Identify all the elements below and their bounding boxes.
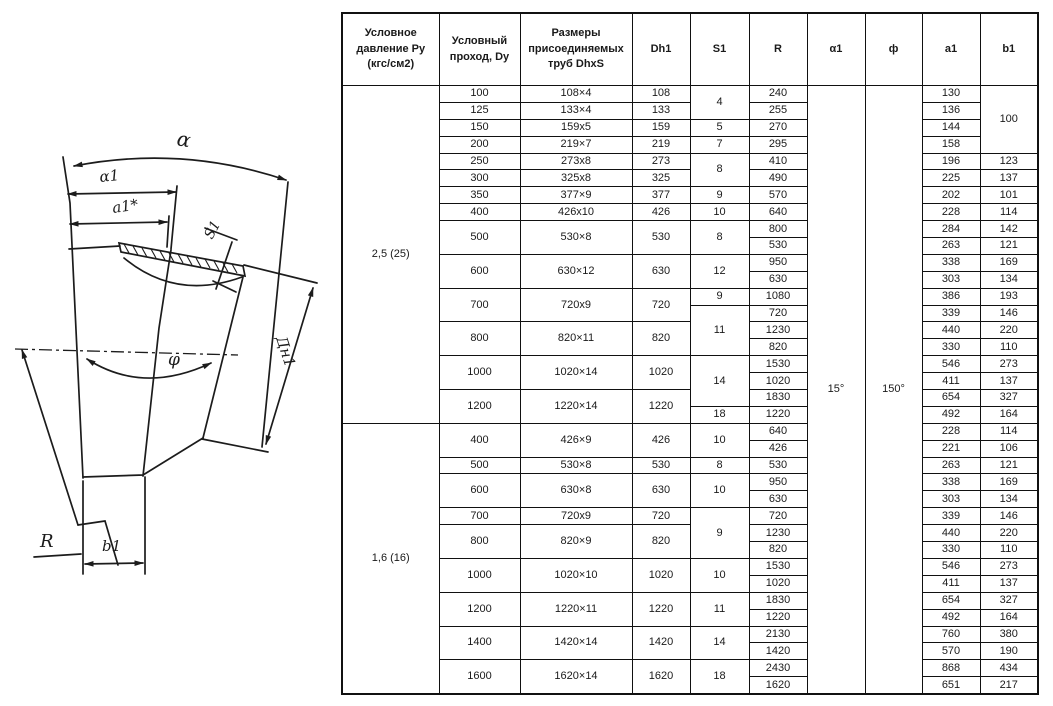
table-cell: 220: [980, 525, 1038, 542]
drawing-panel: [0, 95, 345, 610]
table-cell: 108: [632, 86, 690, 103]
table-cell: 142: [980, 221, 1038, 238]
table-cell: 600: [439, 474, 520, 508]
table-cell: 325x8: [520, 170, 632, 187]
spec-table-header: [342, 13, 1038, 86]
table-row: [342, 254, 1038, 271]
segment-top-edge: [69, 246, 120, 249]
table-cell: 377×9: [520, 187, 632, 204]
table-cell: 1600: [439, 660, 520, 694]
table-cell: 110: [980, 542, 1038, 559]
header-phi: ф: [865, 13, 922, 86]
table-cell: 100: [439, 86, 520, 103]
table-cell: 1220: [632, 592, 690, 626]
table-cell: 630: [632, 254, 690, 288]
table-cell: 546: [922, 356, 980, 373]
table-row: [342, 423, 1038, 440]
table-cell: 14: [690, 356, 749, 407]
table-cell: 1220×14: [520, 390, 632, 424]
table-cell: 1400: [439, 626, 520, 660]
table-row: [342, 288, 1038, 305]
table-cell: 490: [749, 170, 807, 187]
table-cell: 133: [632, 102, 690, 119]
table-cell: 530: [632, 221, 690, 255]
table-cell: 1620×14: [520, 660, 632, 694]
table-cell: 1420×14: [520, 626, 632, 660]
table-cell: 12: [690, 254, 749, 288]
table-row: [342, 660, 1038, 677]
table-cell: 228: [922, 204, 980, 221]
table-row: [342, 626, 1038, 643]
table-cell: 300: [439, 170, 520, 187]
radius-line: [22, 350, 78, 525]
dn1-label: Дн1: [272, 333, 300, 370]
table-row: [342, 474, 1038, 491]
table-cell: 1830: [749, 390, 807, 407]
table-cell: 1000: [439, 558, 520, 592]
table-cell: 1000: [439, 356, 520, 390]
header-alpha1: α1: [807, 13, 865, 86]
table-cell: 426×9: [520, 423, 632, 457]
table-row: [342, 558, 1038, 575]
table-cell: 820: [632, 525, 690, 559]
phi-angle-arc: [87, 359, 211, 378]
table-cell: 4: [690, 86, 749, 120]
header-dy: Условный проход, Dy: [439, 13, 520, 86]
table-cell: 1200: [439, 592, 520, 626]
table-cell: 530×8: [520, 457, 632, 474]
table-cell: 630: [749, 271, 807, 288]
table-cell: 492: [922, 609, 980, 626]
table-cell: 1080: [749, 288, 807, 305]
table-cell: 2430: [749, 660, 807, 677]
table-cell: 137: [980, 575, 1038, 592]
table-cell: 121: [980, 457, 1038, 474]
table-cell: 720x9: [520, 288, 632, 322]
table-cell: 530: [632, 457, 690, 474]
table-cell: 11: [690, 305, 749, 356]
alpha1-label: α1: [98, 166, 120, 186]
table-cell: 11: [690, 592, 749, 626]
table-cell: 338: [922, 254, 980, 271]
table-cell: 720: [749, 508, 807, 525]
table-cell: 1020: [632, 356, 690, 390]
a1-star-label: a1*: [111, 195, 140, 217]
table-cell: 1620: [632, 660, 690, 694]
table-cell: 18: [690, 660, 749, 694]
header-pressure: Условное давление Ру (кгс/см2): [342, 13, 439, 86]
table-cell: 284: [922, 221, 980, 238]
table-cell: 8: [690, 153, 749, 187]
table-cell: 530: [749, 457, 807, 474]
table-cell: 263: [922, 238, 980, 255]
table-cell: 1830: [749, 592, 807, 609]
table-cell: 196: [922, 153, 980, 170]
phi-label: φ: [168, 350, 180, 370]
table-cell: 273: [632, 153, 690, 170]
table-cell: 1,6 (16): [342, 423, 439, 694]
table-cell: 720: [632, 288, 690, 322]
table-cell: 1020: [749, 373, 807, 390]
table-cell: 9: [690, 187, 749, 204]
table-row: [342, 136, 1038, 153]
table-cell: 1620: [749, 677, 807, 694]
table-cell: 137: [980, 373, 1038, 390]
table-cell: 720x9: [520, 508, 632, 525]
table-cell: 110: [980, 339, 1038, 356]
table-cell: 338: [922, 474, 980, 491]
table-cell: 270: [749, 119, 807, 136]
table-cell: 426: [632, 204, 690, 221]
table-cell: 219×7: [520, 136, 632, 153]
table-cell: 136: [922, 102, 980, 119]
table-cell: 570: [749, 187, 807, 204]
table-cell: 1420: [632, 626, 690, 660]
table-cell: 202: [922, 187, 980, 204]
table-cell: 330: [922, 339, 980, 356]
header-row: [342, 13, 1038, 86]
table-cell: 720: [632, 508, 690, 525]
header-a1: a1: [922, 13, 980, 86]
table-cell: 273: [980, 356, 1038, 373]
table-cell: 820×9: [520, 525, 632, 559]
table-cell: 240: [749, 86, 807, 103]
table-cell: 10: [690, 204, 749, 221]
table-cell: 950: [749, 474, 807, 491]
table-cell: 190: [980, 643, 1038, 660]
table-cell: 193: [980, 288, 1038, 305]
table-cell: 654: [922, 390, 980, 407]
table-cell: 386: [922, 288, 980, 305]
segment-right-edge: [203, 277, 243, 438]
table-cell: 640: [749, 423, 807, 440]
table-cell: 133×4: [520, 102, 632, 119]
table-cell: 159x5: [520, 119, 632, 136]
table-cell: 8: [690, 221, 749, 255]
technical-drawing: [0, 95, 345, 610]
table-cell: 500: [439, 221, 520, 255]
table-cell: 1530: [749, 558, 807, 575]
table-cell: 219: [632, 136, 690, 153]
header-r: R: [749, 13, 807, 86]
table-cell: 325: [632, 170, 690, 187]
table-row: [342, 153, 1038, 170]
segment-center-line: [143, 250, 171, 476]
table-cell: 303: [922, 491, 980, 508]
table-cell: 440: [922, 525, 980, 542]
table-cell: 123: [980, 153, 1038, 170]
b1-label: b1: [102, 537, 122, 555]
table-cell: 303: [922, 271, 980, 288]
table-row: [342, 457, 1038, 474]
table-cell: 720: [749, 305, 807, 322]
table-cell: 159: [632, 119, 690, 136]
table-cell: 228: [922, 423, 980, 440]
table-cell: 330: [922, 542, 980, 559]
table-cell: 164: [980, 406, 1038, 423]
table-cell: 9: [690, 508, 749, 559]
table-cell: 350: [439, 187, 520, 204]
table-cell: 426x10: [520, 204, 632, 221]
table-row: [342, 221, 1038, 238]
table-cell: 255: [749, 102, 807, 119]
table-cell: 134: [980, 491, 1038, 508]
segment-left-edge: [63, 157, 83, 478]
table-cell: 327: [980, 592, 1038, 609]
table-cell: 10: [690, 474, 749, 508]
table-row: [342, 119, 1038, 136]
table-cell: 800: [439, 525, 520, 559]
table-cell: 150: [439, 119, 520, 136]
table-cell: 125: [439, 102, 520, 119]
table-cell: 760: [922, 626, 980, 643]
table-cell: 630×8: [520, 474, 632, 508]
table-cell: 1220: [749, 406, 807, 423]
table-cell: 200: [439, 136, 520, 153]
table-cell: 1020×10: [520, 558, 632, 592]
table-cell: 1230: [749, 322, 807, 339]
table-cell: 600: [439, 254, 520, 288]
table-row: [342, 86, 1038, 103]
weld-hatching: [124, 244, 237, 273]
table-cell: 1220: [749, 609, 807, 626]
table-cell: 114: [980, 204, 1038, 221]
table-cell: 1220: [632, 390, 690, 424]
table-cell: 164: [980, 609, 1038, 626]
table-cell: 339: [922, 305, 980, 322]
alpha-label: α: [175, 126, 193, 153]
table-cell: 1020×14: [520, 356, 632, 390]
table-cell: 1420: [749, 643, 807, 660]
s1-label: S1: [201, 218, 225, 242]
table-cell: 10: [690, 558, 749, 592]
table-cell: 169: [980, 474, 1038, 491]
table-cell: 426: [749, 440, 807, 457]
table-row: [342, 356, 1038, 373]
b1-dimension-line: [85, 563, 143, 564]
table-cell: 15°: [807, 86, 865, 695]
table-cell: 530×8: [520, 221, 632, 255]
table-cell: 108×4: [520, 86, 632, 103]
table-cell: 640: [749, 204, 807, 221]
table-cell: 1220×11: [520, 592, 632, 626]
table-cell: 2,5 (25): [342, 86, 439, 424]
table-cell: 820×11: [520, 322, 632, 356]
spec-table-body: [342, 86, 1038, 695]
table-cell: 295: [749, 136, 807, 153]
table-cell: 101: [980, 187, 1038, 204]
table-cell: 1230: [749, 525, 807, 542]
table-cell: 327: [980, 390, 1038, 407]
header-s1: S1: [690, 13, 749, 86]
table-cell: 546: [922, 558, 980, 575]
table-cell: 492: [922, 406, 980, 423]
table-cell: 1530: [749, 356, 807, 373]
table-row: [342, 508, 1038, 525]
table-cell: 137: [980, 170, 1038, 187]
right-extension-line: [262, 182, 288, 447]
table-cell: 134: [980, 271, 1038, 288]
table-cell: 440: [922, 322, 980, 339]
table-cell: 100: [980, 86, 1038, 154]
table-cell: 2130: [749, 626, 807, 643]
table-cell: 273: [980, 558, 1038, 575]
table-cell: 1020: [632, 558, 690, 592]
table-cell: 263: [922, 457, 980, 474]
joint-centerline: [15, 349, 238, 355]
table-cell: 380: [980, 626, 1038, 643]
table-cell: 950: [749, 254, 807, 271]
r-leader-line: [34, 554, 81, 557]
table-cell: 146: [980, 508, 1038, 525]
table-cell: 820: [749, 339, 807, 356]
table-cell: 106: [980, 440, 1038, 457]
table-cell: 225: [922, 170, 980, 187]
table-cell: 500: [439, 457, 520, 474]
table-cell: 630: [632, 474, 690, 508]
table-cell: 700: [439, 288, 520, 322]
table-cell: 400: [439, 423, 520, 457]
table-cell: 654: [922, 592, 980, 609]
table-cell: 18: [690, 406, 749, 423]
table-cell: 570: [922, 643, 980, 660]
table-cell: 146: [980, 305, 1038, 322]
table-cell: 221: [922, 440, 980, 457]
table-cell: 411: [922, 575, 980, 592]
table-cell: 868: [922, 660, 980, 677]
table-cell: 630: [749, 491, 807, 508]
table-cell: 339: [922, 508, 980, 525]
table-cell: 700: [439, 508, 520, 525]
header-dims: Размеры присоединяемых труб DhxS: [520, 13, 632, 86]
table-cell: 800: [439, 322, 520, 356]
table-cell: 150°: [865, 86, 922, 695]
table-cell: 1200: [439, 390, 520, 424]
table-cell: 530: [749, 238, 807, 255]
table-cell: 434: [980, 660, 1038, 677]
header-dh1: Dh1: [632, 13, 690, 86]
table-cell: 114: [980, 423, 1038, 440]
table-cell: 411: [922, 373, 980, 390]
table-cell: 800: [749, 221, 807, 238]
spec-table-wrap: [341, 12, 1039, 695]
table-cell: 1020: [749, 575, 807, 592]
table-cell: 820: [632, 322, 690, 356]
table-cell: 630×12: [520, 254, 632, 288]
table-cell: 7: [690, 136, 749, 153]
table-cell: 410: [749, 153, 807, 170]
table-cell: 8: [690, 457, 749, 474]
table-cell: 9: [690, 288, 749, 305]
table-cell: 273x8: [520, 153, 632, 170]
table-cell: 426: [632, 423, 690, 457]
spec-table: [341, 12, 1039, 695]
alpha1-dimension-line: [68, 192, 176, 194]
header-b1: b1: [980, 13, 1038, 86]
table-cell: 130: [922, 86, 980, 103]
table-row: [342, 592, 1038, 609]
table-cell: 158: [922, 136, 980, 153]
table-cell: 377: [632, 187, 690, 204]
table-row: [342, 204, 1038, 221]
table-cell: 121: [980, 238, 1038, 255]
table-cell: 144: [922, 119, 980, 136]
table-cell: 250: [439, 153, 520, 170]
a1-star-dimension-line: [70, 222, 167, 224]
table-cell: 220: [980, 322, 1038, 339]
table-cell: 5: [690, 119, 749, 136]
table-cell: 10: [690, 423, 749, 457]
table-cell: 14: [690, 626, 749, 660]
table-cell: 820: [749, 542, 807, 559]
table-cell: 217: [980, 677, 1038, 694]
table-cell: 651: [922, 677, 980, 694]
table-cell: 400: [439, 204, 520, 221]
table-cell: 169: [980, 254, 1038, 271]
table-row: [342, 187, 1038, 204]
r-label: R: [40, 531, 54, 552]
